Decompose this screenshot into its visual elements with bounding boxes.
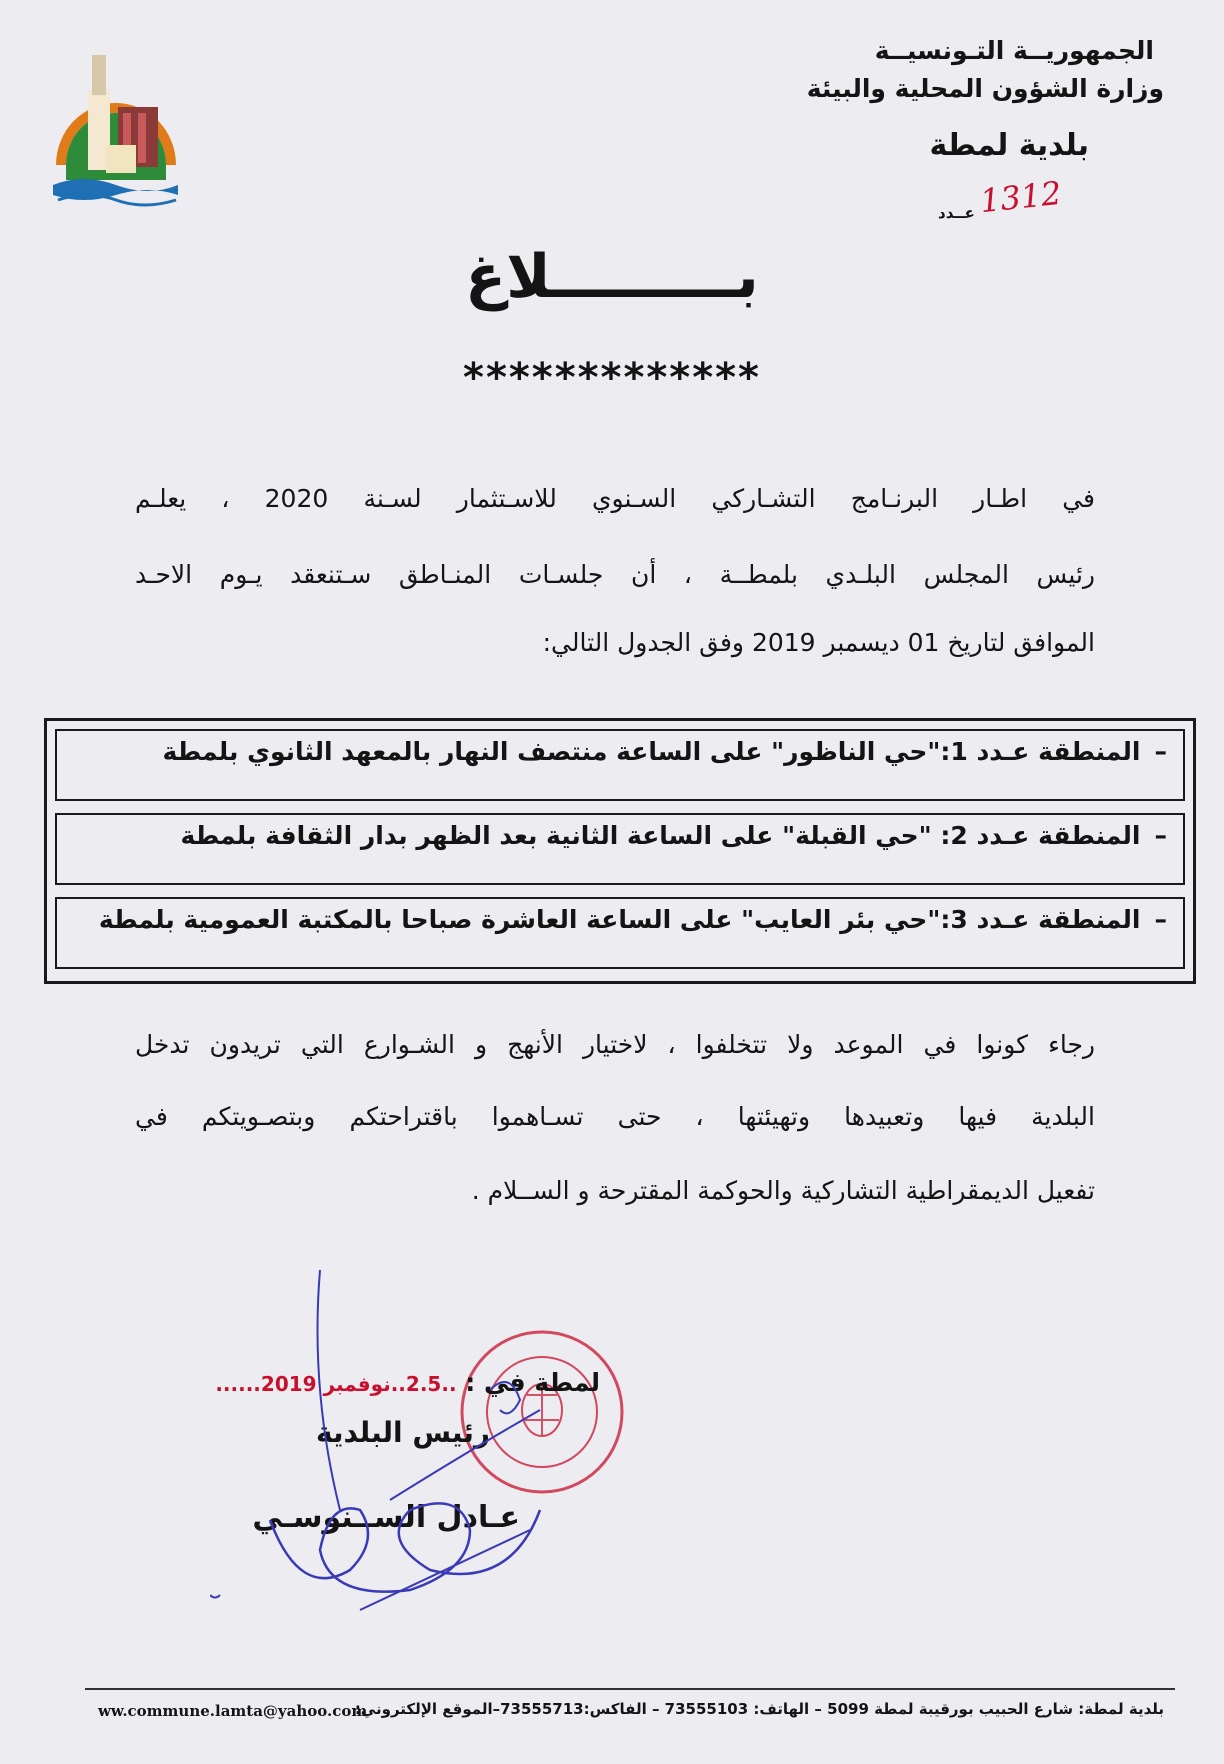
closing-line: تفعيل الديمقراطية التشاركية والحوكمة المقترحة و الســلام .: [471, 1176, 1095, 1205]
intro-line: الموافق لتاريخ 01 ديسمبر 2019 وفق الجدول التالي:: [542, 628, 1095, 657]
intro-line: في اطـار البرنـامج التشـاركي السـنوي للاسـتثمار لسـنة 2020 ، يعلـم: [135, 484, 1095, 513]
closing-line: البلدية فيها وتعبيدها وتهيئتها ، حتى تسـاهموا باقتراحتكم وبتصـويتكم في: [135, 1102, 1095, 1131]
footer-address: بلدية لمطة: شارع الحبيب بورقيبة لمطة 5099 – الهاتف: 73555103 – الفاكس:73555713–الموقع الإلكتروني:: [354, 1700, 1164, 1718]
reference-number: 1312: [978, 173, 1064, 221]
closing-line: رجاء كونوا في الموعد ولا تتخلفوا ، لاختيار الأنهج و الشـوارع التي تريدون تدخل: [135, 1030, 1095, 1059]
handwritten-signature: [210, 1270, 610, 1630]
zone-dash: –: [1154, 737, 1167, 766]
zone-dash: –: [1154, 905, 1167, 934]
zone-text: المنطقة عـدد 3:"حي بئر العايب" على الساعة العاشرة صباحا بالمكتبة العمومية بلمطة: [98, 905, 1141, 934]
footer-divider: [85, 1688, 1175, 1690]
zone-row: [55, 813, 1185, 885]
reference-label: عــدد: [938, 204, 975, 222]
zone-row: [55, 729, 1185, 801]
header-republic: الجمهوريــة التـونسيــة: [874, 36, 1154, 65]
footer-email: ww.commune.lamta@yahoo.com: [98, 1702, 368, 1720]
header-municipality: بلدية لمطة: [929, 128, 1089, 163]
zone-text: المنطقة عـدد 1:"حي الناظور" على الساعة منتصف النهار بالمعهد الثانوي بلمطة: [162, 737, 1141, 766]
signature-title: رئيس البلدية: [315, 1416, 490, 1449]
signature-name: عـادل الســنوسـي: [252, 1500, 520, 1535]
signature-date-prefix: لمطة في :: [465, 1368, 600, 1397]
zone-dash: –: [1154, 821, 1167, 850]
municipality-logo: [48, 45, 183, 215]
zone-text: المنطقة عـدد 2: "حي القبلة" على الساعة الثانية بعد الظهر بدار الثقافة بلمطة: [180, 821, 1141, 850]
document-title: بـــــــــلاغ: [465, 242, 759, 312]
zone-row: [55, 897, 1185, 969]
intro-line: رئيس المجلس البلـدي بلمطــة ، أن جلسـات المنـاطق سـتنعقد يـوم الاحـد: [135, 560, 1095, 589]
zones-table: [44, 718, 1196, 984]
header-ministry: وزارة الشؤون المحلية والبيئة: [806, 74, 1164, 103]
signature-date-value: ..2.5..نوفمبر 2019......: [215, 1372, 457, 1396]
title-divider: *************: [463, 355, 761, 401]
